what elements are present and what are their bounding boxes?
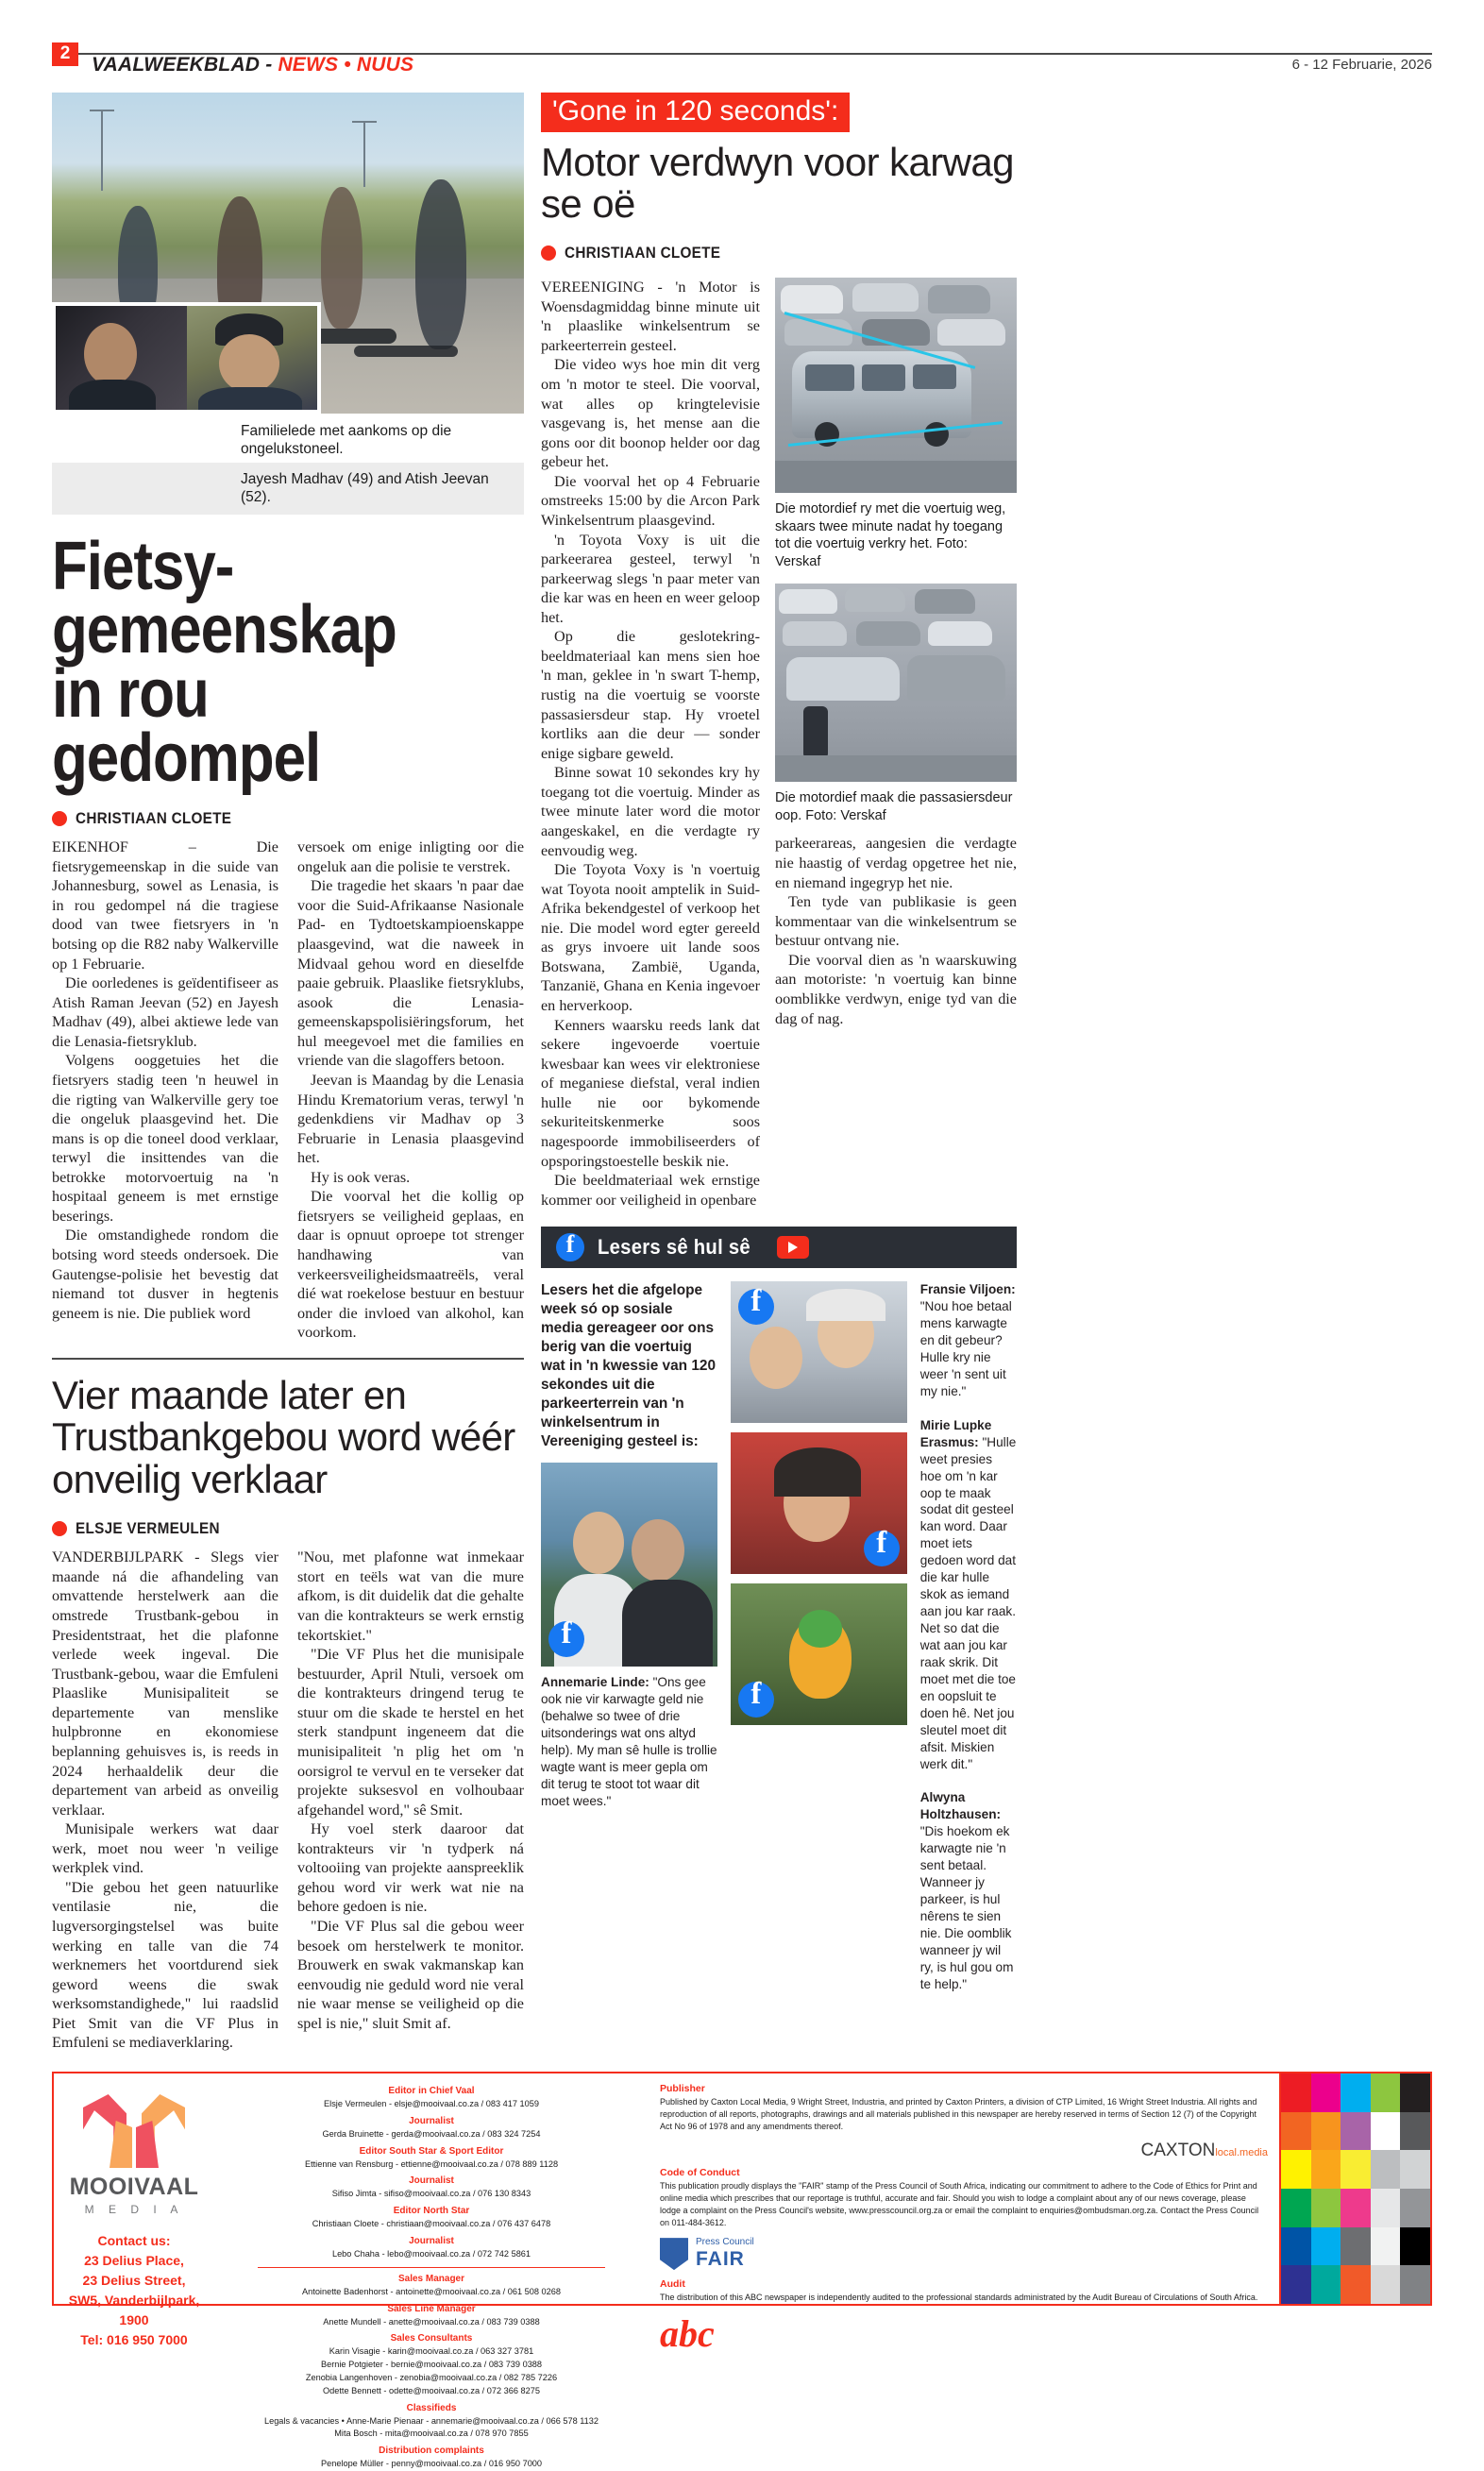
- face-shape: [84, 323, 137, 385]
- theft-headline: Motor verdwyn voor karwag se oë: [541, 140, 1014, 227]
- paragraph: Die voorval het op 4 Februarie omstreeks 15:00 by die Arcon Park Winkelsentrum plaasgevind.: [541, 472, 760, 529]
- color-swatch: [1371, 2112, 1401, 2151]
- pylon-icon: [363, 121, 365, 187]
- credit-line: Legals & vacancies • Anne-Marie Pienaar - annemarie@mooivaal.co.za / 066 578 1132: [263, 2415, 599, 2426]
- publisher-text: Published by Caxton Local Media, 9 Wright Street, Industria, and printed by Caxton Printers, a division of CTP Limited, 16 Wright Street Industria. All rights and reproduction of all reports, photographs, drawings and all materials published in this newspaper are hereby reserved in terms of Section 12 (7) of the Copyright Act No 96 of 1978 and any amendments thereof.: [660, 2096, 1257, 2132]
- reader-comment-annemarie: [541, 1667, 717, 1810]
- van-window: [805, 364, 854, 391]
- color-swatch: [1371, 2073, 1401, 2112]
- color-swatch: [1371, 2189, 1401, 2227]
- color-calibration-swatches: [1279, 2073, 1430, 2304]
- color-swatch: [1371, 2265, 1401, 2304]
- credit-line: Christiaan Cloete - christiaan@mooivaal.co.za / 076 437 6478: [312, 2219, 551, 2229]
- parked-car: [779, 589, 837, 614]
- reader-comment-alwyna: [920, 1772, 1017, 1992]
- credit-line: Lebo Chaha - lebo@mooivaal.co.za / 072 742 5861: [331, 2248, 531, 2259]
- fair-label: FAIR: [696, 2247, 745, 2270]
- lead-headline: Fietsy-gemeenskap in rou gedompel: [52, 528, 396, 796]
- theft-body-column-2: [775, 834, 1017, 1028]
- credit-line: Mita Bosch - mita@mooivaal.co.za / 078 970 7855: [334, 2429, 529, 2439]
- trustbank-byline: [52, 1519, 524, 1538]
- paragraph: Die video wys hoe min dit verg om 'n motor te steel. Die voorval, wat alles op kringtelevisie vasgevang is, het mense aan die gons oor dit boonop helder oor dag gebeur het.: [541, 356, 760, 471]
- color-swatch: [1311, 2189, 1341, 2227]
- facebook-icon[interactable]: [738, 1289, 774, 1325]
- reader-comment-text: "Ons gee ook nie vir karwagte geld nie (behalwe so twee of drie uitsonderings wat ons altyd help). My man sê hulle is trollie wagte want is meer gepla om dit terug te stoot tot waar dit moet wees.": [541, 1675, 717, 1808]
- theft-body-column-1: [541, 278, 760, 1210]
- color-swatch: [1341, 2189, 1371, 2227]
- readers-comments-column: [920, 1281, 1017, 1993]
- pylon-icon: [101, 110, 103, 191]
- contact-line: 23 Delius Place,: [84, 2252, 184, 2268]
- color-swatch: [1400, 2265, 1430, 2304]
- lead-byline-name: CHRISTIAAN CLOETE: [76, 809, 232, 828]
- credit-line: Odette Bennett - odette@mooivaal.co.za / 072 366 8275: [323, 2385, 540, 2395]
- credit-line: Zenobia Langenhoven - zenobia@mooivaal.co.za / 082 785 7226: [305, 2372, 558, 2382]
- theft-byline: [541, 244, 1017, 262]
- parked-car: [852, 283, 919, 312]
- contact-line: 1900: [119, 2311, 149, 2327]
- color-swatch: [1400, 2073, 1430, 2112]
- publication-title: [92, 54, 413, 76]
- publication-title-red: NEWS • NUUS: [278, 54, 414, 76]
- color-swatch: [1400, 2227, 1430, 2266]
- color-swatch: [1400, 2189, 1430, 2227]
- logo-subtitle: M E D I A: [84, 2202, 184, 2216]
- newspaper-page: [0, 40, 1484, 2469]
- bullet-icon: [52, 1521, 67, 1536]
- caxton-wordmark: CAXTON: [1140, 2141, 1216, 2161]
- color-swatch: [1341, 2073, 1371, 2112]
- parked-car: [862, 319, 930, 346]
- credit-heading: Journalist: [409, 2175, 454, 2187]
- trustbank-headline: Vier maande later en Trustbankgebou word wéér onveilig verklaar: [52, 1372, 515, 1501]
- youtube-icon[interactable]: [777, 1236, 809, 1259]
- credit-line: Antoinette Badenhorst - antoinette@mooivaal.co.za / 061 508 0268: [302, 2286, 561, 2296]
- credit-heading: Distribution complaints: [379, 2446, 484, 2457]
- logo-shape-inner-left: [110, 2121, 132, 2168]
- lead-body-column-1: [52, 838, 278, 1343]
- paragraph: Jeevan is Maandag by die Lenasia Hindu Krematorium veras, terwyl 'n gedenkdiens vir Madhav op 3 Februarie in Lenasia plaasgevind het.: [297, 1071, 524, 1167]
- paragraph: Op die geslotekring-beeldmateriaal kan mens sien hoe 'n man, geklee in 'n swart T-hemp, rustig na die voertuig se voorste passasiersdeur stap. Hy vroetel kortliks aan die deur — sonder enige sigbare geweld.: [541, 628, 760, 762]
- color-swatch: [1281, 2227, 1311, 2266]
- torso-shape: [198, 387, 302, 410]
- footer-contact: [61, 2231, 207, 2350]
- logo-shape-inner-right: [136, 2121, 159, 2168]
- suspect-figure: [803, 706, 828, 759]
- readers-section-bar: [541, 1227, 1017, 1268]
- cctv-photo-dooropen-caption: Die motordief maak die passasiersdeur oop. Foto: Verskaf: [775, 790, 1013, 823]
- theft-photo-stack: [775, 278, 1017, 1210]
- parked-car: [937, 319, 1005, 346]
- parked-car: [781, 285, 843, 313]
- credit-line: Elsje Vermeulen - elsje@mooivaal.co.za / 083 417 1059: [324, 2098, 539, 2108]
- face-shape: [573, 1512, 624, 1574]
- parrot-head: [799, 1610, 842, 1648]
- facebook-icon[interactable]: [738, 1682, 774, 1718]
- credit-line: Sifiso Jimta - sifiso@mooivaal.co.za / 076 130 8343: [331, 2189, 531, 2199]
- parked-car: [928, 285, 990, 313]
- credit-heading: Editor in Chief Vaal: [388, 2085, 475, 2096]
- target-vehicle: [786, 657, 900, 701]
- lead-story-block: [52, 93, 524, 2053]
- color-swatch: [1400, 2150, 1430, 2189]
- color-swatch: [1371, 2150, 1401, 2189]
- paragraph: "Die gebou het geen natuurlike ventilasie nie, die lugversorgingstelsel was buite werking en talle van die 74 werknemers het voortdurend siek geword weens die swak werksomstandighede," lui raadslid Piet Smit van die VF Plus in Emfuleni se mediaverklaring.: [52, 1878, 278, 2052]
- section-divider: [52, 1358, 524, 1360]
- credit-line: Bernie Potgieter - bernie@mooivaal.co.za / 083 739 0388: [320, 2360, 543, 2370]
- paragraph: Ten tyde van publikasie is geen kommentaar van die winkelsentrum se bestuur ontvang nie.: [775, 893, 1017, 950]
- readers-photo-column: [731, 1281, 907, 1993]
- color-swatch: [1281, 2112, 1311, 2151]
- page-masthead: [52, 40, 1432, 79]
- cctv-photo-driveaway: [775, 278, 1017, 493]
- reader-comment-name: Fransie Viljoen:: [919, 1282, 1016, 1297]
- page-number-badge: 2: [52, 42, 78, 66]
- paragraph: EIKENHOF – Die fietsrygemeenskap in die suide van Johannesburg, sowel as Lenasia, is in rou gedompel ná die tragiese dood van twee fietsryers in 'n botsing op die R82 naby Walkerville op 1 Februarie.: [52, 838, 278, 973]
- trustbank-byline-name: ELSJE VERMEULEN: [76, 1519, 220, 1538]
- caxton-logo: [660, 2141, 1268, 2161]
- paragraph: Die voorval het die kollig op fietsryers se veiligheid geplaas, en daar is opnuut oproepe tot strenger handhawing van verkeersveiligheidsmaatreëls, veral dié wat roekelose bestuur en bestuur onder die invloed van alkohol, kan voorkom.: [297, 1188, 524, 1342]
- person-figure: [415, 179, 466, 349]
- bullet-icon: [52, 811, 67, 826]
- color-swatch: [1281, 2073, 1311, 2112]
- color-swatch: [1341, 2112, 1371, 2151]
- paragraph: Die oorledenes is geïdentifiseer as Atish Raman Jeevan (52) en Jayesh Madhav (49), albei aktiewe lede van die Lenasia-fietsryklub.: [52, 974, 278, 1050]
- credit-heading: Sales Manager: [397, 2273, 465, 2284]
- parked-car: [783, 621, 847, 646]
- credit-heading: Editor North Star: [393, 2206, 470, 2217]
- color-swatch: [1281, 2150, 1311, 2189]
- paragraph: Die tragedie het skaars 'n paar dae voor die Suid-Afrikaanse Nasionale Pad- en Tydtoetskampioenskappe plaasgevind, wat die naweek in Midvaal gehou word en dieselfde paaie gebruik. Plaaslike fietsryklubs, asook die Lenasia-gemeenskapspolisiëringsforum, het hul meegevoel met die families en vriende van die slagoffers betoon.: [297, 877, 524, 1070]
- contact-line: 23 Delius Street,: [82, 2272, 186, 2288]
- readers-intro-column: [541, 1281, 717, 1993]
- tarmac: [775, 461, 1017, 493]
- paragraph: Binne sowat 10 sekondes kry hy toegang tot die voertuig. Minder as twee minute later word die motor aangeskakel, en die verdagte ry eenvoudig weg.: [541, 764, 760, 859]
- tarmac: [775, 755, 1017, 782]
- logo-wordmark: MOOIVAAL: [69, 2173, 199, 2200]
- readers-intro-text: Lesers het die afgelope week só op sosiale media gereageer oor ons berig van die voertuig wat in 'n kwessie van 120 sekondes uit die parkeerterrein van 'n winkelsentrum in Vereeniging gesteel is:: [541, 1282, 717, 1450]
- contact-title: Contact us:: [97, 2232, 171, 2248]
- fallen-bicycle: [354, 346, 458, 357]
- reader-comment-text: "Nou hoe betaal mens karwagte en dit gebeur? Hulle kry nie weer 'n sent uit my nie.": [919, 1299, 1012, 1398]
- parked-car: [928, 621, 992, 646]
- hair-shape: [806, 1289, 885, 1321]
- paragraph: Die Toyota Voxy is 'n voertuig wat Toyota nooit amptelik in Suid-Afrika bekendgestel of verkoop het nie. Die model word egter gereeld as grys invoere uit lande soos Botswana, Zambië, Uganda, Tanzanië, Ghana en Kenia ingevoer en herverkoop.: [541, 861, 760, 1014]
- paragraph: versoek om enige inligting oor die ongeluk aan die polisie te verstrek.: [297, 838, 524, 875]
- color-swatch: [1281, 2189, 1311, 2227]
- torso-shape: [69, 380, 156, 410]
- facebook-icon[interactable]: [556, 1233, 584, 1261]
- portrait-jayesh-madhav: [56, 306, 187, 410]
- reader-comment-fransie: [920, 1281, 1017, 1400]
- reader-comment-text: "Hulle weet presies hoe om 'n kar oop te maak sodat dit gesteel kan word. Daar moet iets gedoen word dat die kar hulle skok as iemand aan jou kar raak. Net so dat die wat aan jou kar raak skrik. Dit moet met die toe en oopsluit te doen hê. Net jou sleutel moet dit afsit. Miskien werk dit.": [919, 1434, 1017, 1771]
- reader-comment-name: Annemarie Linde:: [541, 1675, 649, 1690]
- press-council-label: Press Council: [696, 2237, 754, 2248]
- face-shape: [750, 1327, 802, 1389]
- contact-line: SW5, Vanderbijlpark,: [68, 2292, 200, 2308]
- credit-heading: Journalist: [409, 2235, 454, 2246]
- credit-line: Gerda Bruinette - gerda@mooivaal.co.za / 083 324 7254: [322, 2128, 541, 2139]
- lead-photo-caption: Familielede met aankoms op die ongelukstoneel.: [241, 423, 452, 458]
- footer-credits-block: [214, 2073, 649, 2469]
- press-council-text: [696, 2237, 754, 2271]
- van-window: [862, 364, 905, 391]
- face-shape: [219, 334, 279, 393]
- paragraph: Die beeldmateriaal wek ernstige kommer oor veiligheid in openbare: [541, 1172, 760, 1209]
- credit-line: Ettienne van Rensburg - ettienne@mooivaal.co.za / 078 889 1128: [304, 2158, 559, 2169]
- conduct-text: This publication proudly displays the "FAIR" stamp of the Press Council of South Africa, indicating our commitment to adhere to the Code of Ethics for Print and online media which prescribes that our reportage is truthful, accurate and fair. Should you wish to lodge a complaint about any of our news coverage, please lodge a complaint on the Press Council's website, www.presscouncil.org.za or email the complaint to enquiries@ombudsman.org.za. Contact the Press Council on 011-484-3612.: [660, 2181, 1259, 2228]
- reader-comment-text: "Dis hoekom ek karwagte nie 'n sent betaal. Wanneer jy parkeer, is hul nêrens te sien nie. Die oomblik wanneer jy wil ry, is hul gou om te help.": [919, 1824, 1014, 1991]
- cctv-photo-driveaway-caption: Die motordief ry met die voertuig weg, skaars twee minute nadat hy toegang tot die voertuig verkry het. Foto: Verskaf: [775, 501, 1006, 569]
- audit-heading: Audit: [660, 2277, 685, 2290]
- shield-icon: [660, 2238, 688, 2270]
- hair-shape: [774, 1447, 861, 1497]
- issue-date: 6 - 12 Februarie, 2026: [1291, 57, 1432, 73]
- paragraph: Kenners waarsku reeds lank dat sekere ingevoerde voertuie kwesbaar kan wees vir elektroniese of meganiese diefstal, veral indien hulle nie oor bykomende sekuriteitskenmerke soos nagespoorde immobiliseerders of opsporingstoestelle beskik nie.: [541, 1016, 760, 1170]
- publication-title-black: VAALWEEKBLAD -: [92, 54, 278, 76]
- paragraph: parkeerareas, aangesien die verdagte nie haastig of verdag opgetree het nie, en niemand ingegryp het nie.: [775, 835, 1017, 891]
- caxton-subtitle: local.media: [1215, 2147, 1268, 2159]
- contact-line: Tel: 016 950 7000: [80, 2331, 188, 2347]
- credit-line: Penelope Müller - penny@mooivaal.co.za / 016 950 7000: [320, 2459, 543, 2469]
- parked-car: [915, 589, 975, 614]
- paragraph: Die voorval dien as 'n waarskuwing aan motoriste: 'n voertuig kan binne oomblikke verdwyn, enige tyd van die dag of nag.: [775, 951, 1017, 1027]
- trustbank-body-column-2: [297, 1548, 524, 2053]
- color-swatch: [1311, 2112, 1341, 2151]
- theft-kicker: 'Gone in 120 seconds':: [541, 93, 850, 132]
- color-swatch: [1371, 2227, 1401, 2266]
- trustbank-body-column-1: [52, 1548, 278, 2053]
- paragraph: Volgens ooggetuies het die fietsryers stadig teen 'n heuwel in die rigting van Walkerville gery toe die ongeluk plaasgevind het. Die mans is op die toneel dood verklaar, terwyl die insittendes van die betrokke motorvoertuig na 'n hospitaal geneem is met ernstige beserings.: [52, 1052, 278, 1225]
- paragraph: VEREENIGING - 'n Motor is Woensdagmiddag binne minute uit 'n plaaslike winkelsentrum se parkeerterrein gesteel.: [541, 279, 760, 354]
- conduct-heading: Code of Conduct: [660, 2167, 740, 2179]
- credit-heading: Classifieds: [406, 2402, 457, 2413]
- cctv-photo-dooropen: [775, 584, 1017, 782]
- parked-car: [907, 655, 1005, 701]
- reader-photo-annemarie: [541, 1463, 717, 1667]
- readers-section-title: Lesers sê hul sê: [598, 1235, 750, 1260]
- bullet-icon: [541, 245, 556, 261]
- facebook-icon[interactable]: [864, 1531, 900, 1566]
- paragraph: Hy voel sterk daaroor dat kontrakteurs vir 'n tydperk ná voltooiing van projekte aanspreeklik gehou word vir werk wat nie na behore gedoen is nie.: [297, 1820, 524, 1916]
- mooivaal-logo-icon: [81, 2089, 187, 2168]
- color-swatch: [1341, 2227, 1371, 2266]
- paragraph: Munisipale werkers wat daar werk, moet nou weer 'n veilige werkplek vind.: [52, 1820, 278, 1877]
- credit-line: Karin Visagie - karin@mooivaal.co.za / 063 327 3781: [329, 2346, 534, 2357]
- reader-photo-bird: [731, 1583, 907, 1725]
- reader-photo-couple: [731, 1281, 907, 1423]
- credit-heading: Sales Line Manager: [387, 2303, 476, 2314]
- van-window: [913, 364, 956, 389]
- reader-comment-name: Mirie Lupke Erasmus:: [919, 1417, 992, 1449]
- reader-comment-mirie: [920, 1400, 1017, 1773]
- lead-byline: [52, 809, 524, 828]
- theft-story-block: [541, 93, 1017, 2053]
- paragraph: 'n Toyota Voxy is uit die parkeerarea gesteel, terwyl 'n parkeerwag slegs 'n paar meter van die kar was en heen en weer geloop het.: [541, 531, 760, 626]
- credit-heading: Editor South Star & Sport Editor: [359, 2145, 504, 2157]
- abc-logo: abc: [660, 2312, 715, 2355]
- parked-car: [856, 621, 920, 646]
- color-swatch: [1400, 2112, 1430, 2151]
- color-swatch: [1311, 2150, 1341, 2189]
- victim-portraits: [52, 302, 321, 414]
- paragraph: VANDERBIJLPARK - Slegs vier maande ná die afhandeling van omvattende herstelwerk aan die omstrede Trustbank-gebou in Presidentstraat, het die plafonne verlede week ingeval. Die Trustbank-gebou, waar die Emfuleni Plaaslike Munisipaliteit se departemente van menslike hulpbronne en ekonomiese beplanning gehuisves is, is reeds in 2024 herhaaldelik deur die departement van arbeid as onveilig verklaar.: [52, 1549, 278, 1819]
- credit-heading: Journalist: [409, 2115, 454, 2126]
- person-figure: [321, 187, 363, 329]
- lead-body-column-2: [297, 838, 524, 1343]
- footer-publisher-block: [649, 2073, 1279, 2355]
- color-swatch: [1341, 2150, 1371, 2189]
- credit-line: Anette Mundell - anette@mooivaal.co.za / 083 739 0388: [323, 2316, 540, 2327]
- parked-car: [845, 587, 905, 612]
- audit-text: The distribution of this ABC newspaper is independently audited to the professional standards administrated by the Audit Bureau of Circulations of South Africa.: [660, 2292, 1258, 2302]
- page-footer: [52, 2072, 1432, 2469]
- theft-byline-name: CHRISTIAAN CLOETE: [565, 244, 721, 262]
- color-swatch: [1341, 2265, 1371, 2304]
- reader-comment-name: Alwyna Holtzhausen:: [919, 1790, 1002, 1822]
- color-swatch: [1311, 2227, 1341, 2266]
- stolen-van: [792, 351, 971, 438]
- paragraph: "Die VF Plus sal die gebou weer besoek om herstelwerk te monitor. Brouwerk en swak vakmanskap kan eenvoudig nie geduld word nie veral nie waar mense se veiligheid op die spel is nie," sluit Smit af.: [297, 1918, 524, 2032]
- face-shape: [632, 1519, 684, 1582]
- paragraph: Hy is ook veras.: [311, 1168, 411, 1186]
- credit-heading: Sales Consultants: [390, 2333, 473, 2344]
- reader-photo-mirie: [731, 1432, 907, 1574]
- portraits-caption: Jayesh Madhav (49) and Atish Jeevan (52).: [52, 463, 524, 515]
- color-swatch: [1311, 2265, 1341, 2304]
- color-swatch: [1311, 2073, 1341, 2112]
- color-swatch: [1281, 2265, 1311, 2304]
- press-council-badge: [660, 2237, 1268, 2271]
- paragraph: "Die VF Plus het die munisipale bestuurder, April Ntuli, versoek om die kontrakteurs dringend terug te stuur om die skade te herstel en het sterk standpunt ingeneem dat die munisipaliteit 'n plig het om 'n oorsigrol te vervul en te verseker dat projekte suksesvol en volhoubaar afgehandel word," sê Smit.: [297, 1646, 524, 1819]
- paragraph: Die omstandighede rondom die botsing word steeds ondersoek. Die Gautengse-polisie het bevestig dat niemand tot dusver in hegtenis geneem is nie. Die publiek word: [52, 1227, 278, 1322]
- publisher-heading: Publisher: [660, 2082, 705, 2094]
- footer-logo-block: [54, 2073, 214, 2347]
- portrait-atish-jeevan: [187, 306, 318, 410]
- paragraph: "Nou, met plafonne wat inmekaar stort en teëls wat van die mure afkom, is dit duidelik dat die gehalte van die kontrakteurs se werk ernstig tekortskiet.": [297, 1549, 524, 1644]
- torso-shape: [622, 1580, 713, 1667]
- van-wheel: [924, 422, 949, 447]
- credits-divider: [258, 2267, 605, 2268]
